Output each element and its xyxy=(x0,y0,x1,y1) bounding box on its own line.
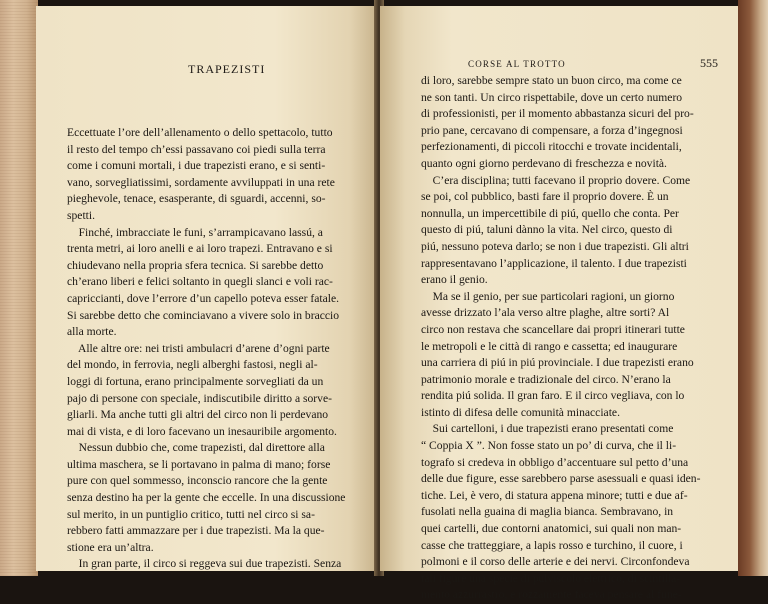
text-line: ch’erano liberi e felici soltanto in quegli slanci e voli rac- xyxy=(67,275,333,289)
running-head-left: TRAPEZISTI xyxy=(188,62,266,76)
text-line: sul merito, in un puntiglio critico, tutti nel circo si sa- xyxy=(67,507,315,521)
text-line: casse che tratteggiare, a lapis rosso e turchino, il cuore, i xyxy=(421,538,683,552)
text-line: se poi, col pubblico, basti fare il proprio dovere. È un xyxy=(421,190,669,204)
text-line: pure con quel sommesso, inconscio rancore che la gente xyxy=(67,474,328,488)
left-page xyxy=(36,6,377,571)
text-line: chiudevano nella propria sfera tecnica. Si sarebbe detto xyxy=(67,258,324,272)
text-line: stione era un’altra. xyxy=(67,540,154,554)
text-line: ne son tanti. Un circo rispettabile, dove un certo numero xyxy=(421,90,683,104)
text-line: C’era disciplina; tutti facevano il proprio dovere. Come xyxy=(421,173,691,187)
left-page-text xyxy=(67,125,362,573)
text-line: rendita piú solida. Il gran faro. E il circo vegliava, con lo xyxy=(421,389,685,403)
text-line: “ Coppia X ”. Non fosse stato un po’ di curva, che il li- xyxy=(421,439,677,453)
text-line: questo di piú, taluni dànno la vita. Nel circo, questo di xyxy=(421,223,673,237)
book-cover-edge xyxy=(738,0,768,576)
page-number: 555 xyxy=(700,56,718,70)
text-line: Eccettuate l’ore dell’allenamento o dello spettacolo, tutto xyxy=(67,126,333,139)
text-line: Finché, imbracciate le funi, s’arrampicavano lassú, a xyxy=(67,225,323,239)
text-line: le metropoli e le città di rango e cassetta; ed inaugurare xyxy=(421,339,678,353)
text-line: capriccianti, dove l’errore d’un capello poteva esser fatale. xyxy=(67,291,339,305)
text-line: Si sarebbe detto che cominciavano a vivere solo in braccio xyxy=(67,308,340,322)
text-line: circo non restava che scancellare dai propri itinerari tutte xyxy=(421,322,685,336)
running-head-right: CORSE AL TROTTO xyxy=(468,59,566,69)
text-line: rebbero fatti ammazzare per i due trapezisti. Ma la que- xyxy=(67,524,325,538)
text-line: quanto ogni giorno perdevano di freschezza e novità. xyxy=(421,156,667,170)
text-line: perfezionamenti, di piccoli ritocchi e trovate incidentali, xyxy=(421,140,682,154)
text-line: una carriera di piú in piú provinciale. I due trapezisti erano xyxy=(421,356,694,370)
text-line: vano, sorvegliatissimi, sordamente avviluppati in una rete xyxy=(67,175,335,189)
text-line: avesse drizzato l’ala verso altre plaghe, altre sorti? Al xyxy=(421,306,670,320)
text-line: delle due figure, esse sarebbero parse asessuali e quasi iden- xyxy=(421,472,701,486)
text-line: come i comuni mortali, i due trapezisti erano, e si senti- xyxy=(67,159,326,173)
text-line: pajo di persone con speciale, indiscutibile diritto a sorve- xyxy=(67,391,332,405)
page-edges-left xyxy=(0,0,38,576)
text-line: il resto del tempo ch’essi passavano coi piedi sulla terra xyxy=(67,142,326,156)
text-line: patrimonio morale e tradizionale del circo. N’erano la xyxy=(421,372,671,386)
text-line: loggi di fortuna, erano principalmente sorvegliati da un xyxy=(67,374,324,388)
text-line: alla morte. xyxy=(67,325,117,339)
text-line: tali figure una specie di pulviscolo elettrico, di scintilla- xyxy=(421,571,681,585)
text-line: mento azzurrastro, e rozzamente faceva pensare al fune- xyxy=(421,588,682,602)
text-line: Nessun dubbio che, come trapezisti, dal direttore alla xyxy=(67,441,325,455)
text-line: trenta metri, ai loro anelli e ai loro trapezi. Entravano e si xyxy=(67,242,333,256)
text-line: In gran parte, il circo si reggeva sui due trapezisti. Senza xyxy=(67,557,342,571)
text-line: prio pane, cercavano di compensare, a forza d’ingegnosi xyxy=(421,123,683,137)
text-line: quei cartelli, due contorni anatomici, sui quali non man- xyxy=(421,522,682,536)
text-line: erano il genio. xyxy=(421,273,488,287)
text-line: senza destino ha per la gente che eccelle. In una discussione xyxy=(67,491,346,505)
text-line: di loro, sarebbe sempre stato un buon circo, ma come ce xyxy=(421,74,682,87)
text-line: polmoni e il corso delle arterie e dei nervi. Circonfondeva xyxy=(421,555,690,569)
right-page-text xyxy=(421,73,715,604)
text-line: spetti. xyxy=(67,208,96,222)
text-line: tografo si credeva in obbligo d’accentuare sul petto d’una xyxy=(421,455,689,469)
text-line: del mondo, in ferrovia, negli alberghi fastosi, negli al- xyxy=(67,358,318,372)
text-line: Ma se il genio, per sue particolari ragioni, un giorno xyxy=(421,289,675,303)
text-line: fusolati nella guaina di maglia bianca. Sembravano, in xyxy=(421,505,674,519)
text-line: tiche. Lei, è vero, di statura appena minore; tutti e due af- xyxy=(421,488,688,502)
text-line: gliarli. Ma anche tutti gli altri del circo non li perdevano xyxy=(67,408,329,422)
text-line: istinto di difesa delle comunità minacciate. xyxy=(421,405,620,419)
text-line: ultima maschera, se li portavano in palma di mano; forse xyxy=(67,457,331,471)
right-page xyxy=(380,6,740,602)
text-line: pieghevole, tenace, esasperante, di sguardi, accenni, so- xyxy=(67,192,326,206)
text-line: piú, nessuno poteva darlo; se non i due trapezisti. Gli altri xyxy=(421,239,689,253)
text-line: rappresentavano l’applicazione, il talento. I due trapezisti xyxy=(421,256,687,270)
text-line: Alle altre ore: nei tristi ambulacri d’arene d’ogni parte xyxy=(67,341,330,355)
text-line: di professionisti, per il momento abbastanza sicuri del pro- xyxy=(421,107,694,121)
text-line: nonnulla, un impercettibile di piú, quello che conta. Per xyxy=(421,206,679,220)
text-line: Sui cartelloni, i due trapezisti erano presentati come xyxy=(421,422,674,436)
text-line: mai di vista, e di loro facevano un inesauribile argomento. xyxy=(67,424,337,438)
